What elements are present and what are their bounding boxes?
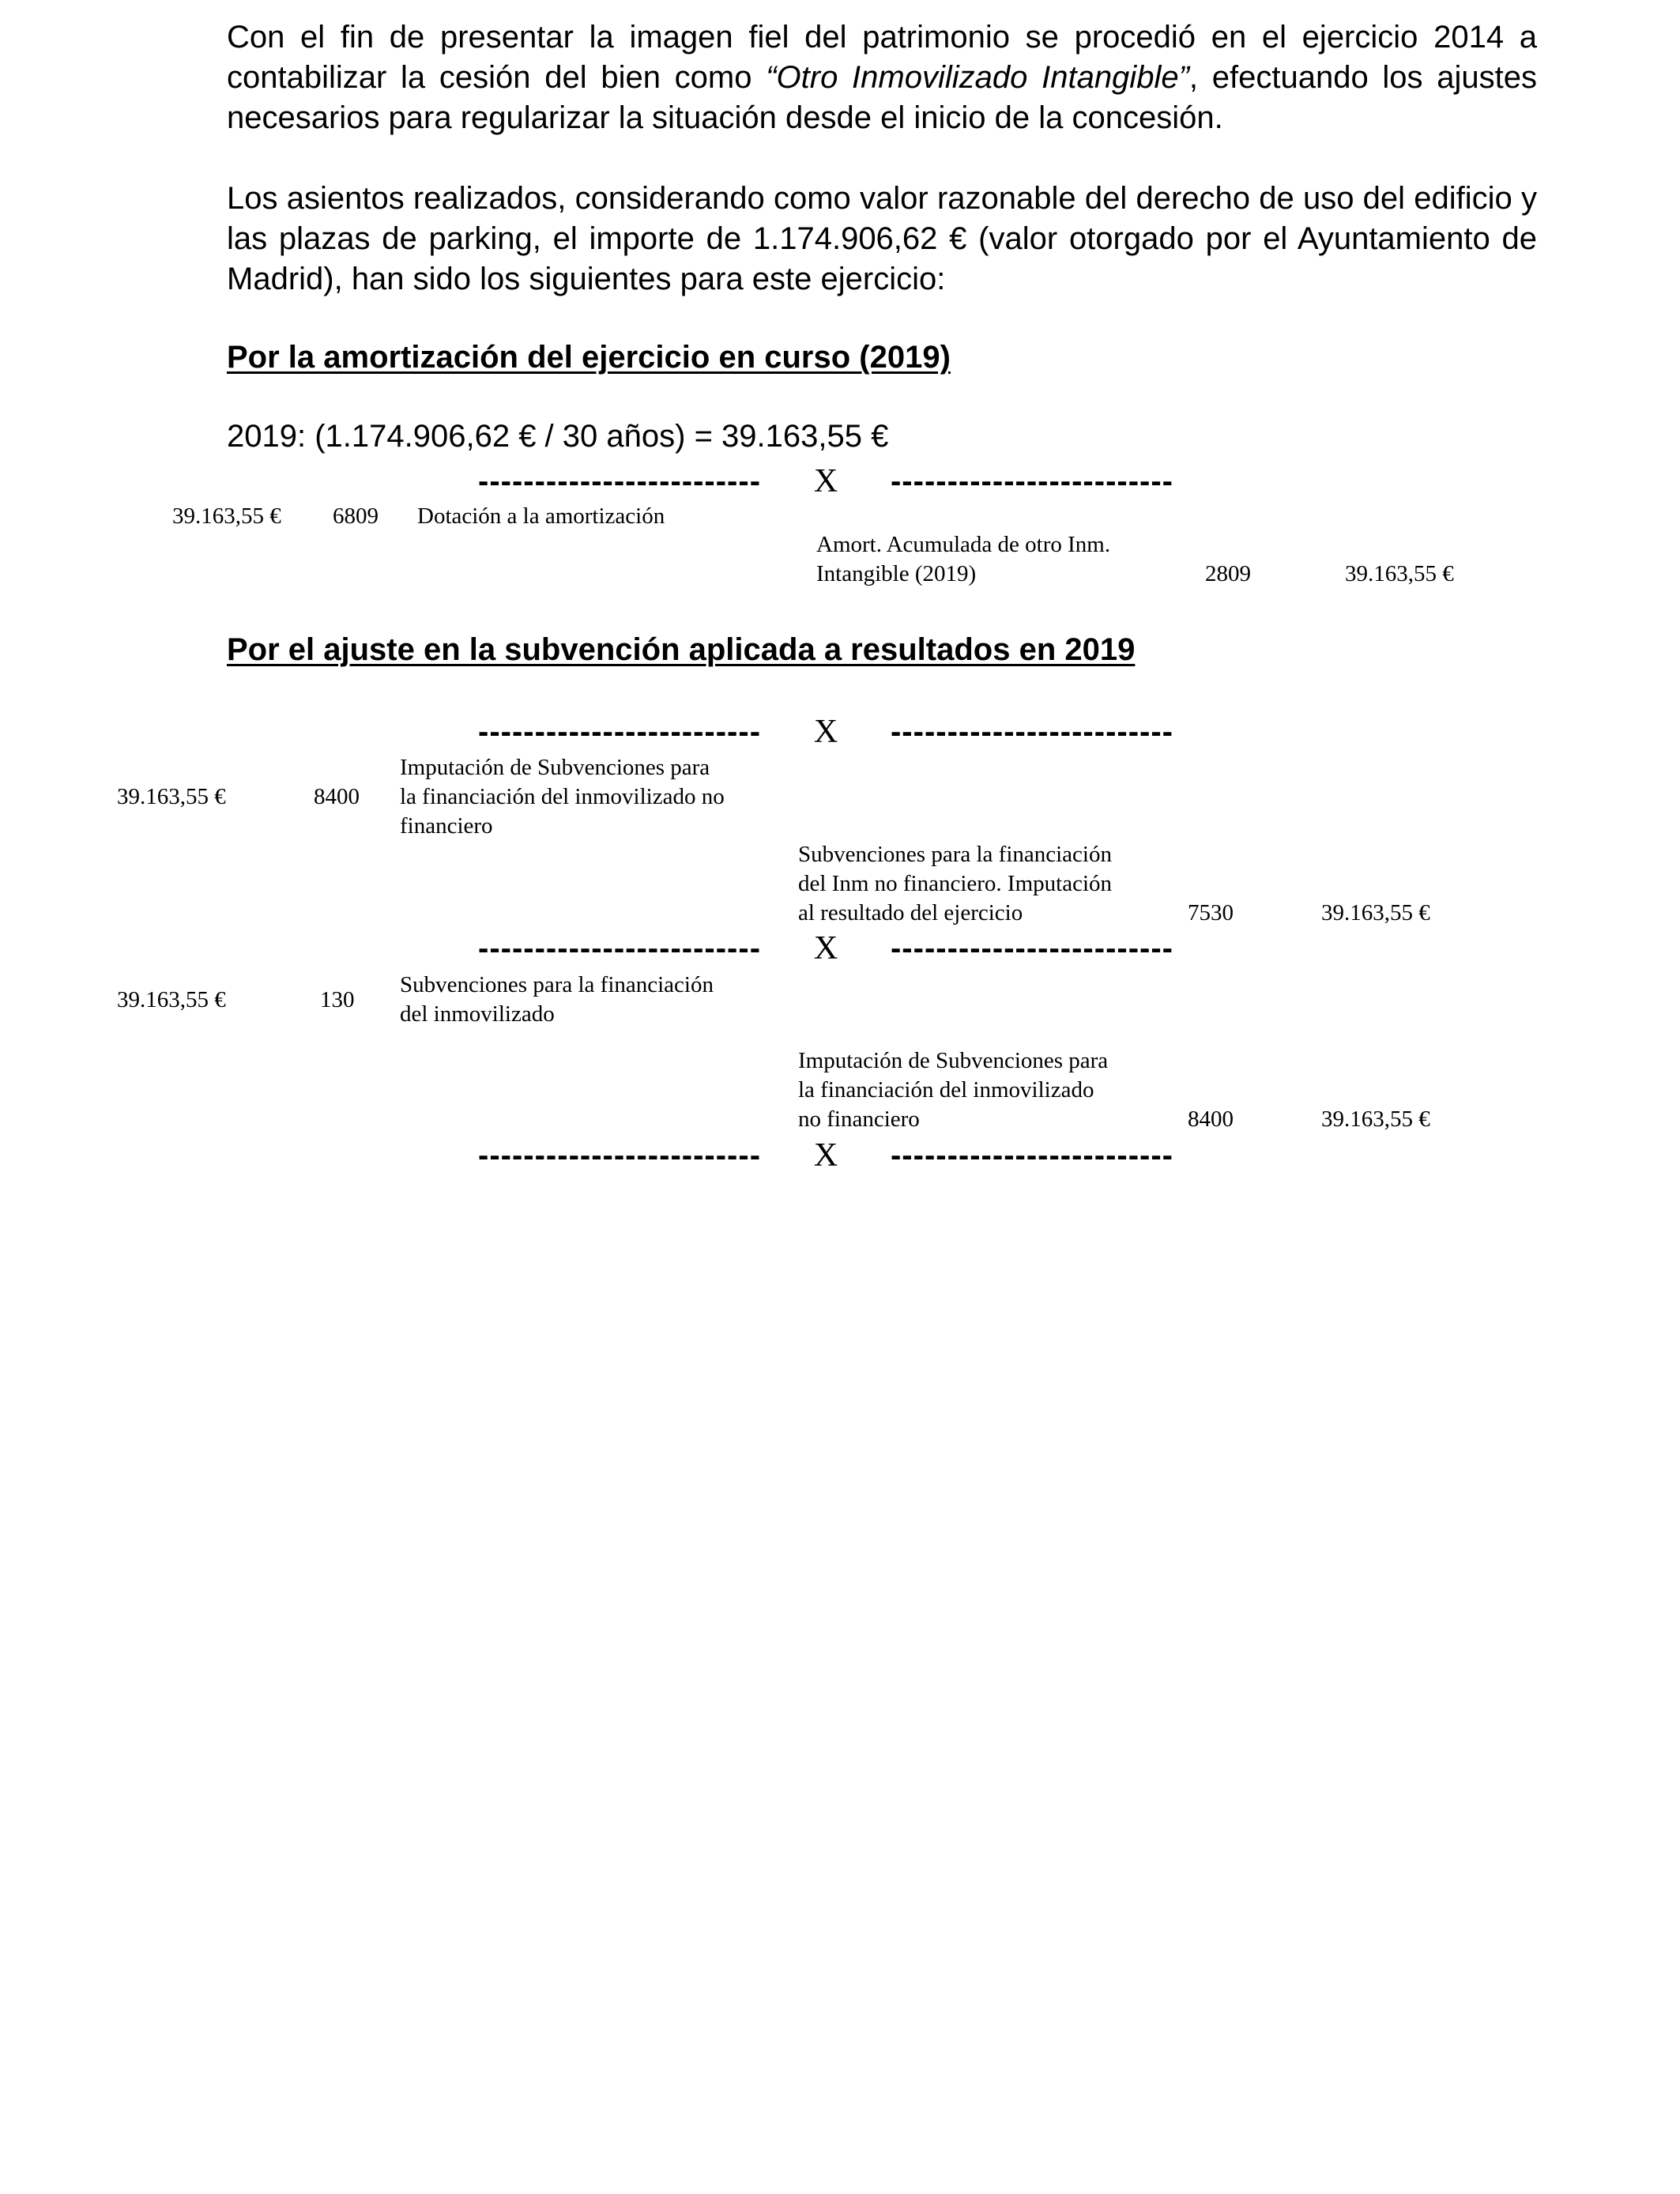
s2e2-credit-description: Imputación de Subvenciones para la financiación del inmovilizado no financiero <box>798 1048 1109 1132</box>
s1-credit-description-line1: Amort. Acumulada de otro Inm. <box>816 532 1111 557</box>
s2e1-credit-description: Subvenciones para la financiación del Inm no financiero. Imputación al resultado del ejercicio <box>798 842 1113 925</box>
entry-separator: ------------------------- X ------------------------- <box>478 463 1173 499</box>
s1-debit-amount: 39.163,55 € <box>172 503 281 529</box>
entry-separator: ------------------------- X ------------------------- <box>478 714 1173 750</box>
s1-debit-account: 6809 <box>333 503 379 529</box>
entry-separator: ------------------------- X ------------------------- <box>478 930 1173 967</box>
s2e1-credit-amount: 39.163,55 € <box>1321 900 1430 925</box>
s2e1-debit-description: Imputación de Subvenciones para la financiación del inmovilizado no financiero <box>400 755 725 839</box>
s1-credit-account: 2809 <box>1205 561 1251 586</box>
s1-credit-description-line2: Intangible (2019) <box>816 561 977 586</box>
s1-debit-description: Dotación a la amortización <box>417 503 665 529</box>
entry-separator: ------------------------- X ------------------------- <box>478 1137 1173 1174</box>
s2e2-credit-account: 8400 <box>1188 1106 1234 1132</box>
section2-heading: Por el ajuste en la subvención aplicada a resultados en 2019 <box>227 632 1136 667</box>
s1-credit-amount: 39.163,55 € <box>1345 561 1454 586</box>
s2e1-debit-amount: 39.163,55 € <box>117 784 226 809</box>
s2e2-credit-amount: 39.163,55 € <box>1321 1106 1430 1132</box>
s2e2-debit-description: Subvenciones para la financiación del inmovilizado <box>400 972 714 1027</box>
amortization-formula: 2019: (1.174.906,62 € / 30 años) = 39.163,55 € <box>227 419 889 454</box>
s2e2-debit-account: 130 <box>320 987 355 1012</box>
s2e1-credit-account: 7530 <box>1188 900 1234 925</box>
intro-paragraph-2: Los asientos realizados, considerando como valor razonable del derecho de uso del edificio y las plazas de parking, el importe de 1.174.906,62 € (valor otorgado por el Ayuntamiento de Madrid), han sido los siguientes para este ejercicio: <box>227 181 1537 296</box>
intro-paragraph-1: Con el fin de presentar la imagen fiel del patrimonio se procedió en el ejercicio 2014 a contabilizar la cesión del bien como “Otro Inmovilizado Intangible”, efectuando los ajustes necesarios para regularizar la situación desde el inicio de la concesión. <box>227 20 1537 135</box>
s2e1-debit-account: 8400 <box>314 784 360 809</box>
s2e2-debit-amount: 39.163,55 € <box>117 987 226 1012</box>
section1-heading: Por la amortización del ejercicio en curso (2019) <box>227 340 951 375</box>
